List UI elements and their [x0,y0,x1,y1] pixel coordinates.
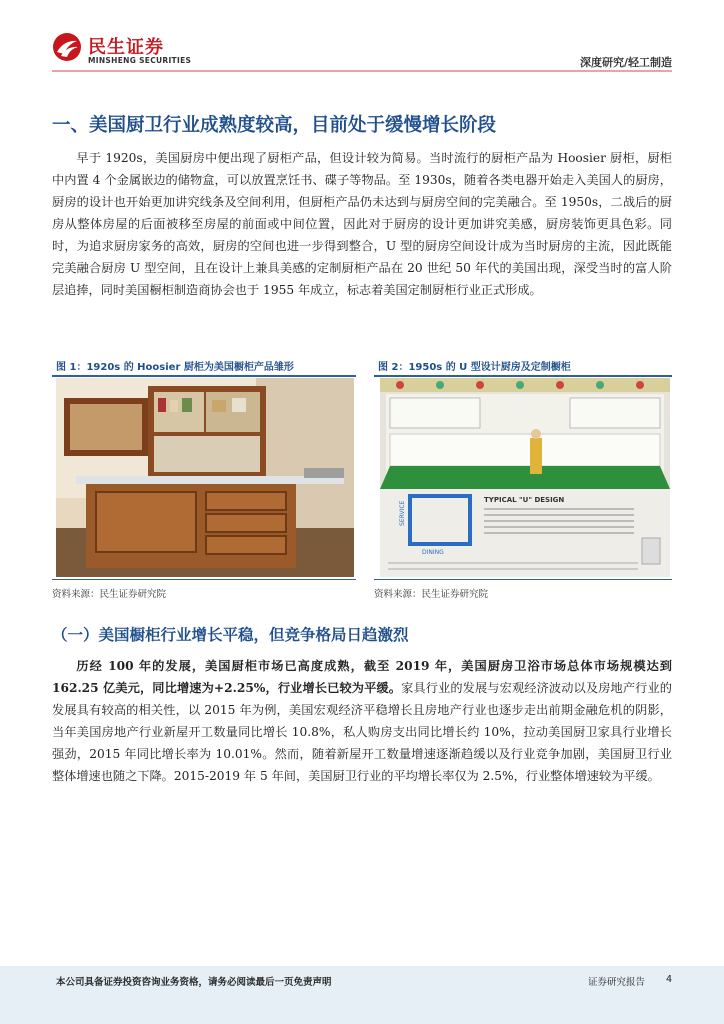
section-heading-1-1: （一）美国橱柜行业增长平稳，但竞争格局日趋激烈 [52,626,409,644]
section2-body [52,655,672,787]
figure2-title: 图 2：1950s 的 U 型设计厨房及定制橱柜 [374,359,672,377]
section1-body [52,147,672,301]
figure1-title: 图 1：1920s 的 Hoosier 厨柜为美国橱柜产品雏形 [52,359,356,377]
section2-paragraph [52,655,672,787]
page-number: 4 [666,974,673,985]
page-header [0,0,724,72]
hoosier-cabinet-photo [56,378,354,577]
section-heading-1: 一、美国厨卫行业成熟度较高，目前处于缓慢增长阶段 [52,115,497,136]
u-design-kitchen-image [380,378,670,577]
figure1-source: 资料来源：民生证券研究院 [52,589,167,600]
report-category: 深度研究/轻工制造 [579,56,672,69]
section2-text: 家具行业的发展与宏观经济波动以及房地产行业的发展具有较高的相关性，以 2015 年为例，美国宏观经济平稳增长且房地产行业也逐步走出前期金融危机的阴影，当年美国房地产行业新屋开工数量同比增长 10.8%，私人购房支出同比增长约 10%，拉动美国厨卫家具行业增长强劲，2015 年同比增长率为 10.01%。然而，随着新屋开工数量增速逐渐趋缓以及行业竞争加剧，美国厨卫行业整体增速也随之下降。2015-2019 年 5 年间，美国厨卫行业的平均增长率仅为 2.5%，行业整体增速较为平缓。 [52,681,672,783]
footer-disclaimer: 本公司具备证券投资咨询业务资格，请务必阅读最后一页免责声明 [56,977,332,988]
logo-english: MINSHENG SECURITIES [88,56,192,65]
plan-label-dining: DINING [422,549,444,556]
figure2-bottom-rule [374,579,672,580]
footer-report-type: 证券研究报告 [588,977,646,988]
typical-u-design-caption: TYPICAL "U" DESIGN [484,496,565,504]
header-divider [52,70,672,72]
figure2-source: 资料来源：民生证券研究院 [374,589,489,600]
section2-bold-lead: 历经 100 年的发展，美国厨柜市场已高度成熟，截至 2019 年，美国厨房卫浴市场总体市场规模达到 162.25 亿美元，同比增速为+2.25%，行业增长已较为平缓。 [52,659,672,695]
section1-paragraph: 早于 1920s，美国厨房中便出现了厨柜产品，但设计较为简易。当时流行的厨柜产品为 Hoosier 厨柜，厨柜中内置 4 个金属嵌边的储物盒，可以放置烹饪书、碟子等物品。至 1930s，随着各类电器开始走入美国人的厨房，厨房的设计也开始更加讲究线条及空间利用，但厨柜产品仍未达到与厨房空间的完美融合。至 1950s，二战后的厨房从整体房屋的后面被移至房屋的前面或中间位置，因此对于厨房的设计更加讲究美感，厨房装饰更具色彩。同时，为追求厨房家务的高效，厨房的空间也进一步得到整合，U 型的厨房空间设计成为当时厨房的主流，因此既能完美融合厨房 U 型空间，且在设计上兼具美感的定制厨柜产品在 20 世纪 50 年代的美国出现，深受当时的富人阶层追捧，同时美国橱柜制造商协会也于 1955 年成立，标志着美国定制厨柜行业正式形成。 [52,151,672,297]
plan-label-service: SERVICE [399,500,406,526]
figure1-bottom-rule [52,579,356,580]
logo-chinese: 民生证券 [88,37,164,58]
minsheng-logo-icon [52,32,82,62]
